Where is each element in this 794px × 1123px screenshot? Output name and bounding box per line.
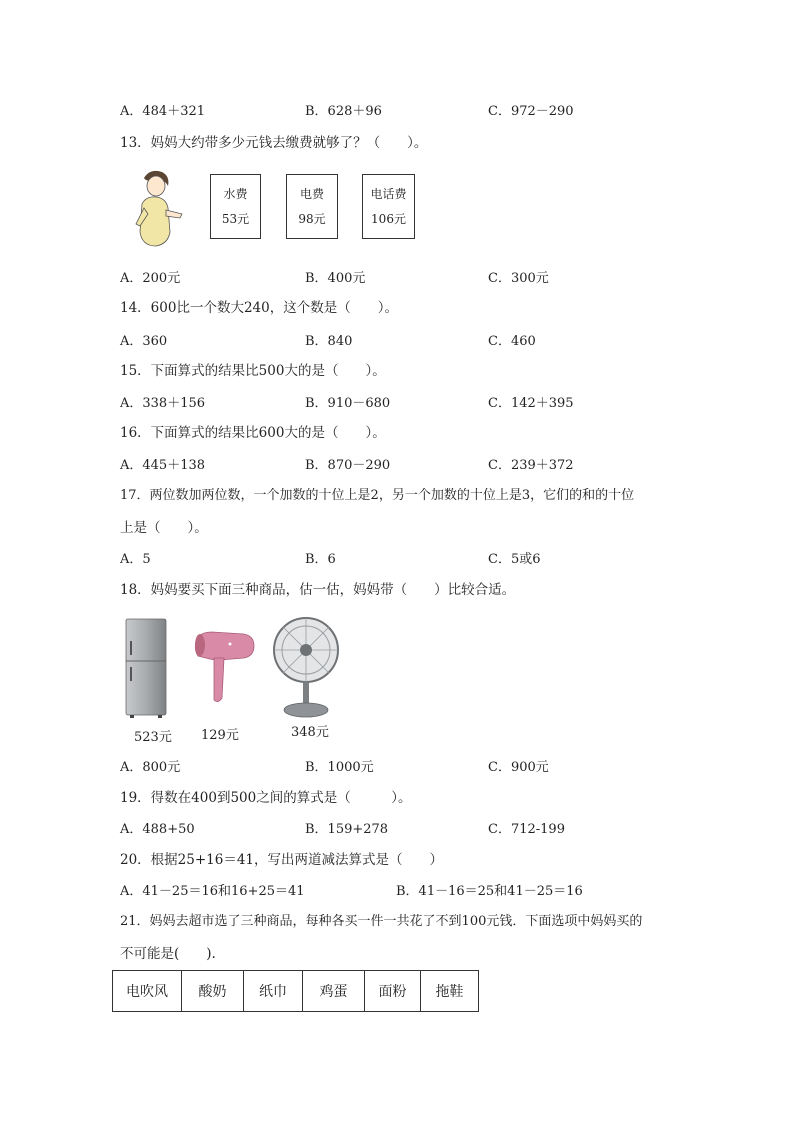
q21-stem-line2: 不可能是( ). (120, 946, 216, 962)
q15-option-b: B．910－680 (305, 396, 391, 411)
bill-electricity-amount: 98元 (298, 212, 326, 226)
bill-water-amount: 53元 (221, 212, 250, 226)
q19-option-a: A．488+50 (120, 822, 195, 837)
hair-dryer-icon (190, 630, 256, 706)
hair-dryer-price: 129元 (201, 728, 239, 743)
q12-option-c: C．972－290 (488, 104, 574, 119)
goods-cell-tissue: 纸巾 (244, 971, 303, 1012)
q18-stem: 18．妈妈要买下面三种商品，估一估，妈妈带（ ）比较合适。 (120, 582, 516, 598)
q17-stem-line2: 上是（ ）。 (120, 520, 208, 536)
q19-option-b: B．159+278 (305, 822, 389, 837)
q16-option-c: C．239＋372 (488, 458, 574, 473)
refrigerator-icon (124, 617, 168, 719)
q15-option-c: C．142＋395 (488, 396, 574, 411)
goods-cell-yogurt: 酸奶 (182, 971, 244, 1012)
q20-option-a: A．41－25＝16和16+25＝41 (120, 884, 305, 899)
table-row (113, 971, 479, 1012)
q12-option-a: A．484＋321 (120, 104, 206, 119)
q20-stem: 20．根据25+16＝41，写出两道减法算式是（ ） (120, 852, 444, 868)
q21-stem-line1: 21．妈妈去超市选了三种商品，每种各买一件一共花了不到100元钱．下面选项中妈妈买的 (120, 914, 643, 929)
bill-water (210, 174, 261, 239)
q17-option-c: C．5或6 (488, 552, 541, 567)
bill-phone-name: 电话费 (370, 187, 407, 201)
goods-cell-eggs: 鸡蛋 (303, 971, 365, 1012)
q14-option-a: A．360 (120, 334, 168, 349)
electric-fan-price: 348元 (291, 725, 329, 740)
q15-option-a: A．338＋156 (120, 396, 206, 411)
bill-electricity-name: 电费 (299, 187, 324, 201)
q19-option-c: C．712-199 (488, 822, 565, 837)
q14-option-c: C．460 (488, 334, 536, 349)
goods-cell-flour: 面粉 (365, 971, 421, 1012)
refrigerator-price: 523元 (134, 730, 172, 745)
goods-cell-hair-dryer: 电吹风 (113, 971, 182, 1012)
q13-stem: 13．妈妈大约带多少元钱去缴费就够了？（ ）。 (120, 135, 428, 151)
q12-option-b: B．628＋96 (305, 104, 382, 119)
bill-phone-amount: 106元 (371, 212, 406, 226)
bill-electricity (286, 174, 338, 239)
electric-fan-icon (270, 614, 342, 720)
q13-option-a: A．200元 (120, 271, 181, 286)
mother-illustration (128, 168, 184, 250)
bill-phone (362, 174, 415, 239)
q15-stem: 15．下面算式的结果比500大的是（ ）。 (120, 363, 386, 379)
q18-option-a: A．800元 (120, 760, 181, 775)
q20-option-b: B．41－16＝25和41－25＝16 (396, 884, 583, 899)
bill-water-name: 水费 (223, 187, 248, 201)
q18-option-c: C．900元 (488, 760, 549, 775)
q17-option-a: A．5 (120, 552, 151, 567)
q14-option-b: B．840 (305, 334, 353, 349)
q16-stem: 16．下面算式的结果比600大的是（ ）。 (120, 425, 386, 441)
goods-cell-slippers: 拖鞋 (421, 971, 479, 1012)
q18-option-b: B．1000元 (305, 760, 374, 775)
q19-stem: 19．得数在400到500之间的算式是（ ）。 (120, 790, 412, 806)
q13-option-b: B．400元 (305, 271, 366, 286)
q16-option-a: A．445＋138 (120, 458, 206, 473)
q16-option-b: B．870－290 (305, 458, 391, 473)
goods-table (112, 970, 479, 1012)
q17-stem-line1: 17．两位数加两位数，一个加数的十位上是2，另一个加数的十位上是3，它们的和的十位 (120, 488, 635, 503)
q14-stem: 14．600比一个数大240，这个数是（ ）。 (120, 300, 398, 316)
q17-option-b: B．6 (305, 552, 336, 567)
q13-option-c: C．300元 (488, 271, 549, 286)
